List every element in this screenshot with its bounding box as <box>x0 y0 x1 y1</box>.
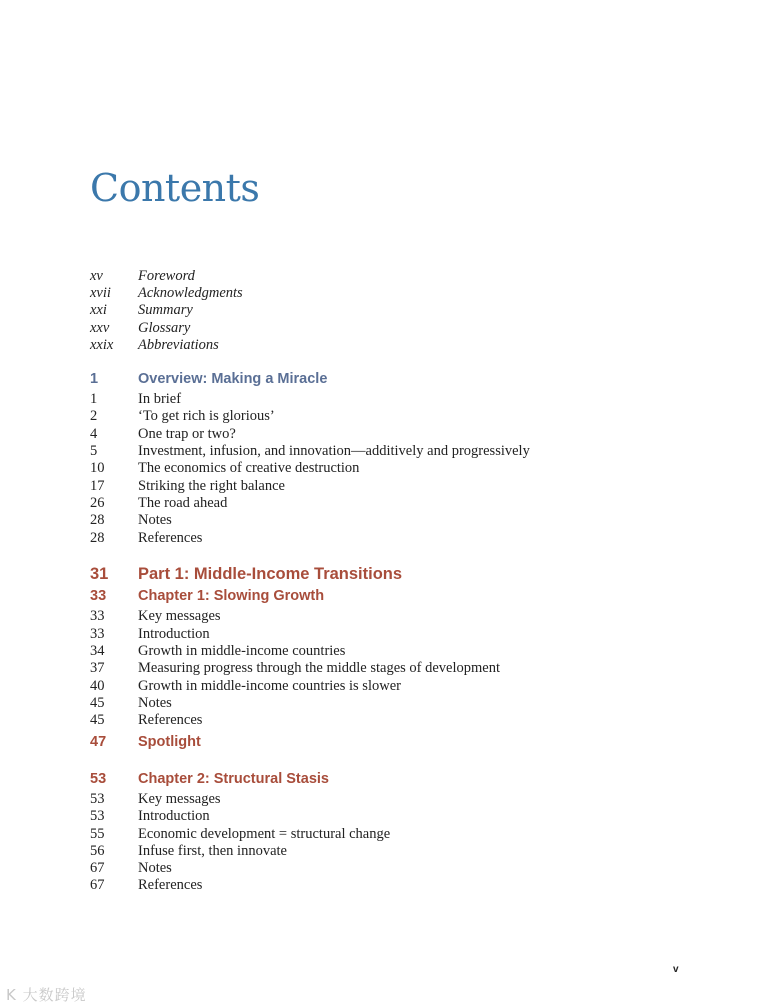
toc-page-number: 37 <box>90 660 105 676</box>
toc-page-number: 47 <box>90 734 107 750</box>
toc-label: Key messages <box>138 791 221 807</box>
toc-label: References <box>138 530 203 546</box>
toc-label: Measuring progress through the middle stages of development <box>138 660 501 676</box>
toc-page-number: 53 <box>90 791 105 807</box>
toc-label: Part 1: Middle-Income Transitions <box>138 565 403 583</box>
page-folio: v <box>673 964 679 975</box>
toc-label: Striking the right balance <box>138 478 285 494</box>
toc-page-number: 56 <box>90 843 105 859</box>
toc-page-number: 2 <box>90 408 98 424</box>
toc-label: Investment, infusion, and innovation—additively and progressively <box>138 443 530 459</box>
watermark: K 大数跨境 <box>6 986 87 1004</box>
toc-page-number: 1 <box>90 391 98 407</box>
toc-page-number: 53 <box>90 771 107 787</box>
toc-page-number: xvii <box>90 285 111 301</box>
toc-label: Introduction <box>138 626 210 642</box>
toc-page-number: 45 <box>90 712 105 728</box>
toc-page-number: xxix <box>90 337 114 353</box>
toc-page-number: xv <box>90 268 103 284</box>
toc-page-number: 45 <box>90 695 105 711</box>
toc-page-number: xxv <box>90 320 110 336</box>
toc-page-number: 67 <box>90 877 105 893</box>
toc-label: Abbreviations <box>138 337 219 353</box>
toc-label: ‘To get rich is glorious’ <box>138 408 275 424</box>
toc-page-number: 26 <box>90 495 105 511</box>
toc-page-number: 4 <box>90 426 98 442</box>
toc-page-number: 1 <box>90 371 99 387</box>
toc-label: Notes <box>138 860 172 876</box>
toc-page-number: 10 <box>90 460 105 476</box>
toc-label: Glossary <box>138 320 191 336</box>
toc-label: The road ahead <box>138 495 228 511</box>
toc-page-number: 53 <box>90 808 105 824</box>
toc-label: Overview: Making a Miracle <box>138 371 328 387</box>
toc-label: Economic development = structural change <box>138 826 391 842</box>
toc-label: Growth in middle-income countries <box>138 643 346 659</box>
toc-label: Infuse first, then innovate <box>138 843 287 859</box>
toc-label: References <box>138 877 203 893</box>
toc-label: Foreword <box>138 268 195 284</box>
toc-page-number: 5 <box>90 443 98 459</box>
toc-label: One trap or two? <box>138 426 236 442</box>
toc-page-number: 33 <box>90 588 107 604</box>
toc-label: Notes <box>138 695 172 711</box>
toc-page-number: 40 <box>90 678 105 694</box>
toc-page-number: 55 <box>90 826 105 842</box>
toc-label: In brief <box>138 391 182 407</box>
toc-label: The economics of creative destruction <box>138 460 360 476</box>
toc-page-number: xxi <box>90 302 107 318</box>
toc-label: Growth in middle-income countries is slower <box>138 678 401 694</box>
toc-page-number: 28 <box>90 530 105 546</box>
toc-label: Key messages <box>138 608 221 624</box>
toc-page-number: 33 <box>90 608 105 624</box>
toc-page-number: 34 <box>90 643 105 659</box>
toc-label: Chapter 1: Slowing Growth <box>138 588 325 604</box>
toc-page-number: 33 <box>90 626 105 642</box>
toc-label: Chapter 2: Structural Stasis <box>138 771 329 787</box>
toc-label: References <box>138 712 203 728</box>
toc-page-number: 17 <box>90 478 105 494</box>
toc-label: Summary <box>138 302 193 318</box>
toc-label: Introduction <box>138 808 210 824</box>
toc-page-number: 67 <box>90 860 105 876</box>
toc-label: Acknowledgments <box>138 285 243 301</box>
page-title: Contents <box>90 166 260 210</box>
toc-label: Spotlight <box>138 734 201 750</box>
toc-page-number: 31 <box>90 565 109 583</box>
toc-label: Notes <box>138 512 172 528</box>
toc-page-number: 28 <box>90 512 105 528</box>
